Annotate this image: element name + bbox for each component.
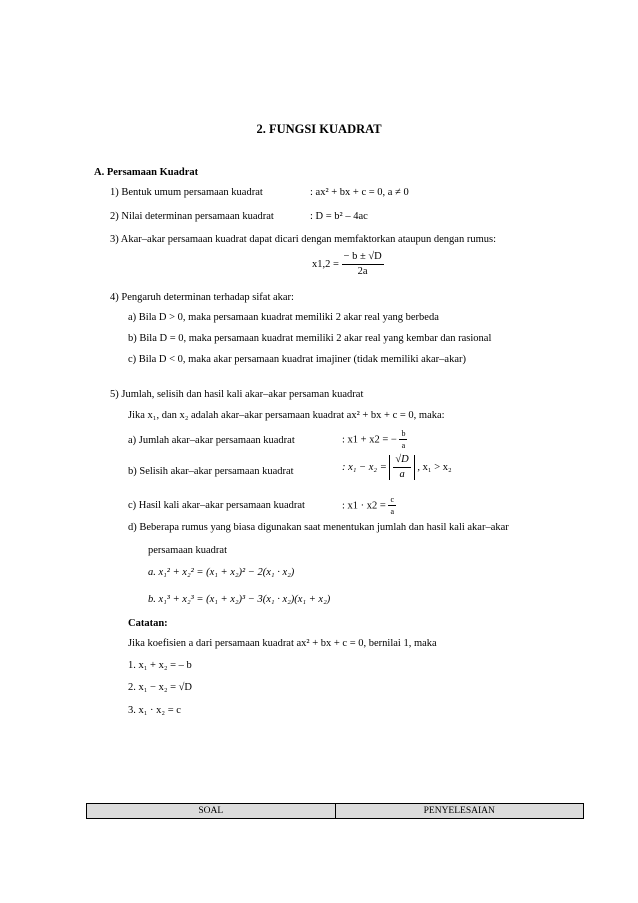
item-5b-num: √D (393, 455, 410, 468)
item-5d-a: a. x₁² + x₂² = (x₁ + x₂)² − 2(x₁ · x₂) (148, 567, 295, 578)
item-5b-fraction (393, 455, 410, 480)
item-5a-formula (342, 430, 407, 450)
item-5b-lhs: : x₁ − x₂ = (342, 462, 387, 473)
quadratic-formula (312, 252, 384, 277)
item-5b-label: b) Selisih akar–akar persamaan kuadrat (128, 466, 294, 477)
item-5a-den: a (401, 441, 406, 450)
item-4c: c) Bila D < 0, maka akar persamaan kuadrat imajiner (tidak memiliki akar–akar) (128, 354, 466, 365)
item-1-label: 1) Bentuk umum persamaan kuadrat (110, 187, 263, 198)
item-5c-lhs: : x1 · x2 = (342, 500, 386, 512)
item-5b-formula (342, 455, 452, 480)
item-5c-fraction (388, 496, 396, 516)
catatan-intro: Jika koefisien a dari persamaan kuadrat ax² + bx + c = 0, bernilai 1, maka (128, 638, 437, 649)
item-4b: b) Bila D = 0, maka persamaan kuadrat memiliki 2 akar real yang kembar dan rasional (128, 333, 492, 344)
catatan-item-2: 2. x₁ − x₂ = √D (128, 682, 193, 693)
item-1-formula: : ax² + bx + c = 0, a ≠ 0 (310, 187, 409, 198)
item-2-label: 2) Nilai determinan persamaan kuadrat (110, 211, 274, 222)
item-5b-abs (389, 455, 414, 480)
catatan-heading: Catatan: (128, 618, 168, 629)
item-4a: a) Bila D > 0, maka persamaan kuadrat memiliki 2 akar real yang berbeda (128, 312, 439, 323)
section-heading: A. Persamaan Kuadrat (94, 167, 199, 178)
item-5a-lhs: : x1 + x2 = − (342, 434, 397, 446)
item-5d-line2: persamaan kuadrat (148, 545, 228, 556)
soal-column-header: SOAL (198, 806, 224, 816)
formula-denominator: 2a (357, 265, 368, 277)
item-5c-den: a (390, 507, 395, 516)
item-5-intro: Jika x₁, dan x₂ adalah akar–akar persamaan kuadrat ax² + bx + c = 0, maka: (128, 410, 445, 421)
catatan-item-3: 3. x₁ · x₂ = c (128, 705, 181, 716)
item-5b-den: a (399, 468, 405, 480)
soal-table-header (86, 803, 584, 819)
formula-numerator: − b ± √D (342, 252, 384, 265)
penyelesaian-column-header: PENYELESAIAN (335, 804, 584, 818)
item-5c-num: c (390, 495, 395, 504)
item-5a-fraction (399, 430, 407, 450)
page-title: 2. FUNGSI KUADRAT (256, 122, 382, 136)
item-5b-tail: , x₁ > x₂ (417, 462, 452, 473)
formula-fraction (342, 252, 384, 277)
formula-lhs: x1,2 = (312, 259, 339, 270)
item-2-formula: : D = b² – 4ac (310, 211, 368, 222)
catatan-item-1: 1. x₁ + x₂ = – b (128, 660, 192, 671)
item-5-text: 5) Jumlah, selisih dan hasil kali akar–akar persaman kuadrat (110, 389, 364, 400)
item-3-text: 3) Akar–akar persamaan kuadrat dapat dicari dengan memfaktorkan ataupun dengan rumus: (110, 234, 497, 245)
item-5a-num: b (401, 429, 406, 438)
item-5a-label: a) Jumlah akar–akar persamaan kuadrat (128, 435, 295, 446)
item-5d-b: b. x₁³ + x₂³ = (x₁ + x₂)³ − 3(x₁ · x₂)(x₁ + x₂) (148, 594, 331, 605)
item-5c-formula (342, 496, 396, 516)
item-4-text: 4) Pengaruh determinan terhadap sifat akar: (110, 292, 294, 303)
item-5c-label: c) Hasil kali akar–akar persamaan kuadrat (128, 500, 305, 511)
item-5d-line1: d) Beberapa rumus yang biasa digunakan saat menentukan jumlah dan hasil kali akar–akar (128, 522, 509, 533)
